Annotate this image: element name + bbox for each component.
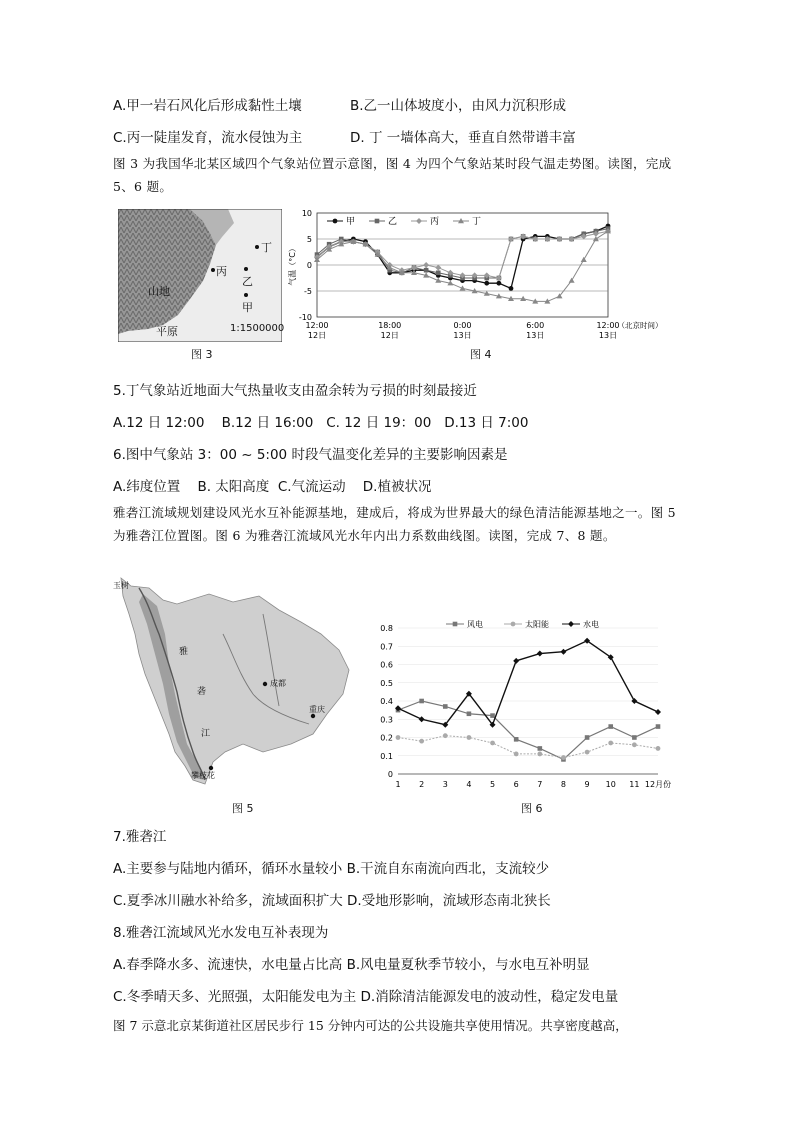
x-tick-time-4: 12:00 — [596, 321, 620, 330]
legend-label-水电: 水电 — [583, 620, 599, 629]
point-风电-2 — [443, 704, 448, 709]
y-tick-label-2: 0.2 — [380, 733, 393, 743]
figure-4-caption: 图 4 — [470, 348, 492, 361]
q8-options-cd: C.冬季晴天多、光照强，太阳能发电为主 D.消除清洁能源发电的波动性，稳定发电量 — [113, 989, 619, 1005]
intro-fig7: 图 7 示意北京某街道社区居民步行 15 分钟内可达的公共设施共享使用情况。共享密度越高， — [113, 1018, 628, 1033]
chengdu-label: 成都 — [270, 679, 286, 688]
point-乙-9 — [424, 268, 429, 273]
point-风电-10 — [632, 735, 637, 740]
x-tick-time-1: 18:00 — [378, 321, 402, 330]
x-tick-time-3: 6:00 — [526, 321, 545, 330]
temperature-chart-svg — [283, 207, 693, 347]
point-风电-6 — [538, 746, 543, 751]
legend-marker-风电 — [453, 622, 458, 627]
y-tick-label-0: 0 — [387, 770, 393, 779]
y-tick-label-3: 5 — [306, 235, 312, 244]
legend-marker-水电 — [568, 621, 574, 627]
q4-option-d: D. 丁 一墙体高大，垂直自然带谱丰富 — [350, 130, 576, 146]
point-风电-9 — [608, 724, 613, 729]
legend-label-风电: 风电 — [467, 620, 483, 629]
river-char-jiang: 江 — [201, 729, 211, 739]
point-太阳能-3 — [467, 735, 472, 740]
y-tick-label-4: 0.4 — [380, 697, 393, 706]
y-tick-label-4: 10 — [301, 209, 312, 218]
x-tick-label-6: 7 — [537, 780, 543, 789]
river-char-long: 砻 — [197, 687, 207, 697]
legend-label-太阳能: 太阳能 — [525, 620, 549, 629]
q8-stem: 8.雅砻江流域风光水发电互补表现为 — [113, 925, 329, 941]
point-水电-11 — [655, 709, 661, 715]
legend-marker-丙 — [416, 218, 422, 224]
y-axis-label: 气温（°C） — [288, 244, 297, 286]
q4-option-a: A.甲一岩石风化后形成黏性土壤 — [113, 98, 302, 114]
x-tick-label-5: 6 — [513, 780, 519, 789]
point-水电-5 — [513, 658, 519, 664]
y-tick-label-1: -5 — [304, 287, 312, 296]
legend-label-丁: 丁 — [472, 217, 482, 227]
x-tick-day-2: 13日 — [453, 331, 472, 340]
power-output-chart-svg — [368, 612, 688, 796]
mountain-label: 山地 — [148, 285, 170, 298]
station-jia-dot — [244, 293, 248, 297]
point-水电-10 — [631, 698, 637, 704]
station-bing-label: 丙 — [216, 265, 227, 278]
point-太阳能-11 — [656, 746, 661, 751]
x-tick-day-0: 12日 — [307, 331, 327, 340]
x-tick-label-2: 3 — [442, 780, 448, 789]
y-tick-label-8: 0.8 — [380, 624, 393, 633]
point-太阳能-0 — [396, 735, 401, 740]
point-太阳能-2 — [443, 733, 448, 738]
point-丁-23 — [593, 236, 599, 241]
point-太阳能-1 — [419, 739, 424, 744]
point-乙-10 — [436, 271, 441, 276]
y-tick-label-2: 0 — [306, 261, 312, 270]
x-tick-label-8: 9 — [584, 780, 590, 789]
y-tick-label-1: 0.1 — [380, 751, 393, 761]
x-axis-label: （北京时间） — [617, 321, 663, 330]
legend-marker-乙 — [375, 219, 380, 224]
intro-q7-q8: 雅砻江流域规划建设风光水互补能源基地，建成后，将成为世界最大的绿色清洁能源基地之一。图 5 为雅砻江位置图。图 6 为雅砻江流域风光水年内出力系数曲线图。读图，完成 7、8 题。 — [113, 505, 676, 543]
point-丙-9 — [423, 262, 429, 268]
chongqing-label: 重庆 — [309, 705, 325, 714]
y-tick-label-6: 0.6 — [380, 660, 393, 670]
figure-6-caption: 图 6 — [521, 802, 543, 815]
point-丙-10 — [435, 265, 441, 271]
figure-3-caption: 图 3 — [191, 348, 213, 361]
point-太阳能-7 — [561, 755, 566, 760]
figure-4-chart — [283, 207, 693, 347]
q5-options: A.12 日 12:00 B.12 日 16:00 C. 12 日 19：00 D.13 日 7:00 — [113, 415, 529, 431]
x-tick-time-0: 12:00 — [305, 321, 329, 330]
x-tick-day-4: 13日 — [598, 331, 618, 340]
plain-label: 平原 — [156, 325, 178, 338]
point-风电-5 — [514, 737, 519, 742]
intro-q5-q6: 图 3 为我国华北某区域四个气象站位置示意图，图 4 为四个气象站某时段气温走势图。读图，完成 5、6 题。 — [113, 156, 672, 194]
y-tick-label-5: 0.5 — [380, 678, 393, 688]
figure-5-caption: 图 5 — [232, 802, 254, 815]
point-风电-3 — [467, 711, 472, 716]
point-太阳能-4 — [490, 741, 495, 746]
panzhihua-label: 攀枝花 — [191, 771, 215, 780]
q6-options: A.纬度位置 B. 太阳高度 C.气流运动 D.植被状况 — [113, 479, 432, 495]
point-甲-15 — [496, 281, 501, 286]
point-丁-21 — [569, 278, 575, 283]
x-tick-label-11: 12月份 — [644, 780, 672, 789]
q7-stem: 7.雅砻江 — [113, 829, 167, 845]
q4-option-b: B.乙一山体坡度小，由风力沉积形成 — [350, 98, 567, 114]
x-tick-label-0: 1 — [395, 780, 401, 789]
x-tick-label-10: 11 — [629, 780, 640, 789]
point-太阳能-8 — [585, 750, 590, 755]
q4-option-c: C.丙一陡崖发育，流水侵蚀为主 — [113, 130, 303, 146]
point-甲-14 — [484, 281, 489, 286]
point-风电-8 — [585, 735, 590, 740]
x-tick-label-3: 4 — [466, 780, 472, 789]
point-风电-4 — [490, 713, 495, 718]
q6-stem: 6.图中气象站 3：00 ~ 5:00 时段气温变化差异的主要影响因素是 — [113, 447, 508, 463]
y-tick-label-7: 0.7 — [380, 642, 393, 652]
point-太阳能-9 — [608, 741, 613, 746]
series-line-丙 — [317, 231, 608, 278]
x-tick-label-1: 2 — [419, 780, 425, 789]
legend-label-甲: 甲 — [346, 217, 356, 227]
point-风电-11 — [656, 724, 661, 729]
x-tick-label-9: 10 — [605, 780, 616, 789]
station-ding-dot — [255, 245, 259, 249]
figure-6-chart — [368, 612, 688, 796]
station-ding-label: 丁 — [261, 241, 272, 254]
river-char-ya: 雅 — [179, 647, 189, 657]
legend-label-丙: 丙 — [430, 217, 440, 227]
q7-options-cd: C.夏季冰川融水补给多，流域面积扩大 D.受地形影响，流域形态南北狭长 — [113, 893, 551, 909]
legend-marker-太阳能 — [511, 622, 516, 627]
point-太阳能-10 — [632, 742, 637, 747]
figure-3-map — [118, 209, 285, 342]
series-line-风电 — [398, 701, 658, 759]
legend-label-乙: 乙 — [388, 217, 398, 227]
point-太阳能-5 — [514, 752, 519, 757]
point-水电-1 — [419, 716, 425, 722]
series-line-乙 — [317, 229, 608, 278]
point-甲-16 — [509, 286, 514, 291]
q8-options-ab: A.春季降水多、流速快，水电量占比高 B.风电量夏秋季节较小，与水电互补明显 — [113, 957, 590, 973]
scale-label: 1:1500000 — [230, 323, 285, 334]
point-水电-6 — [537, 651, 543, 657]
point-太阳能-6 — [537, 752, 542, 757]
x-tick-label-7: 8 — [560, 780, 567, 789]
yushu-label: 玉树 — [113, 581, 129, 590]
station-jia-label: 甲 — [242, 301, 253, 314]
x-tick-time-2: 0:00 — [453, 321, 472, 330]
station-bing-dot — [211, 268, 215, 272]
point-丁-22 — [581, 257, 587, 262]
station-yi-label: 乙 — [242, 275, 253, 288]
x-tick-label-4: 5 — [489, 780, 496, 789]
y-tick-label-3: 0.3 — [380, 715, 393, 725]
point-水电-7 — [560, 649, 566, 655]
station-yi-dot — [244, 267, 248, 271]
x-tick-day-3: 13日 — [526, 331, 545, 340]
y-tick-label-0: -10 — [298, 313, 312, 322]
figure-5-map — [113, 574, 358, 796]
q5-stem: 5.丁气象站近地面大气热量收支由盈余转为亏损的时刻最接近 — [113, 383, 477, 399]
point-风电-1 — [419, 699, 424, 704]
legend-marker-甲 — [333, 219, 338, 224]
x-tick-day-1: 12日 — [380, 331, 399, 340]
q7-options-ab: A.主要参与陆地内循环，循环水量较小 B.干流自东南流向西北，支流较少 — [113, 861, 550, 877]
series-line-太阳能 — [398, 736, 658, 758]
